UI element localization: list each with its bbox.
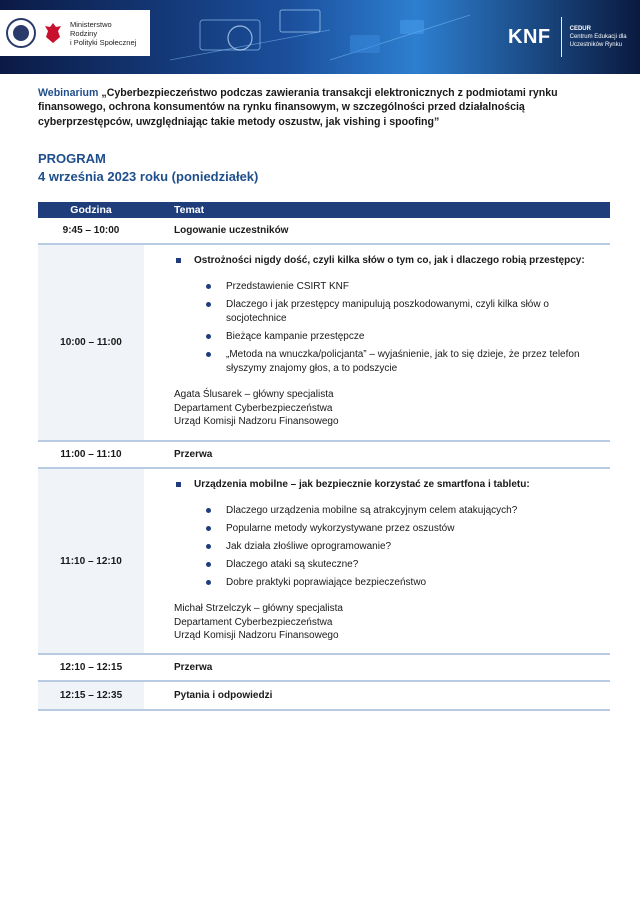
bullet-icon [206, 544, 211, 549]
cedur-title: CEDUR [569, 26, 591, 32]
table-row [38, 245, 610, 442]
webinar-label: Webinarium [38, 87, 99, 99]
knf-logo: KNF [508, 25, 551, 48]
schedule-table [38, 202, 610, 711]
list-item-text: Dlaczego i jak przestępcy manipulują poszkodowanymi, czyli kilka słów o socjotechnice [226, 299, 549, 324]
speaker-info [174, 388, 610, 429]
cedur-logo [570, 25, 627, 49]
bullet-icon [206, 526, 211, 531]
list-item [204, 330, 610, 344]
list-item [204, 576, 610, 590]
row-topic [144, 245, 610, 440]
speaker-department: Departament Cyberbezpieczeństwa [174, 616, 333, 628]
list-item [204, 558, 610, 572]
list-item [204, 298, 610, 326]
table-row [38, 469, 610, 655]
table-row [38, 655, 610, 682]
table-row [38, 442, 610, 469]
program-heading [38, 150, 258, 186]
row-topic [144, 469, 610, 653]
list-item [204, 522, 610, 536]
bullet-icon [206, 284, 211, 289]
bullet-icon [206, 580, 211, 585]
session-topics [174, 280, 610, 376]
ministry-line2: i Polityki Społecznej [70, 37, 137, 47]
list-item [204, 504, 610, 518]
speaker-name: Michał Strzelczyk – główny specjalista [174, 603, 343, 614]
row-time: 12:10 – 12:15 [38, 655, 144, 680]
square-bullet-icon [176, 482, 181, 487]
police-seal-icon [6, 18, 36, 48]
column-header-time: Godzina [70, 204, 112, 216]
cedur-line2: Uczestników Rynku [569, 42, 622, 48]
bullet-icon [206, 352, 211, 357]
bullet-icon [206, 302, 211, 307]
speaker-organization: Urząd Komisji Nadzoru Finansowego [174, 630, 339, 641]
list-item-text: Przedstawienie CSIRT KNF [226, 281, 350, 292]
program-title: PROGRAM [38, 151, 106, 166]
bullet-icon [206, 562, 211, 567]
ministry-line1: Ministerstwo Rodziny [70, 19, 112, 38]
row-time: 10:00 – 11:00 [38, 245, 144, 440]
ministry-name [70, 20, 140, 47]
session-heading [174, 254, 610, 268]
program-date: 4 września 2023 roku (poniedziałek) [38, 169, 259, 184]
webinar-description: „Cyberbezpieczeństwo podczas zawierania transakcji elektronicznych z podmiotami rynku finansowego, ochrona konsumentów na rynku finansowym, w szczególności przed działalnością cyberprzestępców, uwzględniając takie metody oszustw, jak vishing i spoofing” [38, 87, 558, 128]
partner-logos [0, 10, 150, 56]
eagle-emblem-icon [42, 19, 64, 47]
row-topic: Pytania i odpowiedzi [174, 690, 273, 701]
table-row [38, 218, 610, 245]
list-item-text: „Metoda na wnuczka/policjanta” – wyjaśnienie, jak to się dzieje, że przez telefon słyszymy znajomy głos, a to podszycie [226, 349, 580, 374]
speaker-name: Agata Ślusarek – główny specjalista [174, 389, 334, 400]
session-heading [174, 478, 610, 492]
bullet-icon [206, 508, 211, 513]
row-time: 12:15 – 12:35 [38, 682, 144, 709]
list-item-text: Popularne metody wykorzystywane przez oszustów [226, 523, 455, 534]
speaker-department: Departament Cyberbezpieczeństwa [174, 402, 333, 414]
row-time: 11:10 – 12:10 [38, 469, 144, 653]
list-item [204, 348, 610, 376]
knf-logo-block [490, 0, 640, 74]
session-topics [174, 504, 610, 590]
list-item-text: Dlaczego ataki są skuteczne? [226, 559, 359, 570]
table-row [38, 682, 610, 711]
row-topic: Przerwa [174, 662, 213, 673]
cedur-line1: Centrum Edukacji dla [569, 34, 627, 40]
list-item-text: Dlaczego urządzenia mobilne są atrakcyjnym celem atakujących? [226, 505, 518, 516]
speaker-organization: Urząd Komisji Nadzoru Finansowego [174, 416, 339, 427]
table-header [38, 202, 610, 218]
list-item-text: Bieżące kampanie przestępcze [226, 331, 365, 342]
row-topic: Przerwa [174, 449, 213, 460]
row-time: 9:45 – 10:00 [38, 218, 144, 243]
logo-divider [561, 17, 562, 57]
row-time: 11:00 – 11:10 [38, 442, 144, 467]
speaker-info [174, 602, 610, 643]
list-item-text: Dobre praktyki poprawiające bezpieczeństwo [226, 577, 427, 588]
row-topic: Logowanie uczestników [174, 225, 289, 236]
header-banner [0, 0, 640, 74]
column-header-topic: Temat [174, 204, 205, 216]
square-bullet-icon [176, 258, 181, 263]
webinar-title [38, 86, 613, 129]
list-item-text: Jak działa złośliwe oprogramowanie? [226, 541, 392, 552]
session-heading-text: Ostrożności nigdy dość, czyli kilka słów o tym co, jak i dlaczego robią przestępcy: [194, 255, 585, 266]
bullet-icon [206, 334, 211, 339]
list-item [204, 280, 610, 294]
list-item [204, 540, 610, 554]
session-heading-text: Urządzenia mobilne – jak bezpiecznie korzystać ze smartfona i tabletu: [194, 479, 530, 490]
